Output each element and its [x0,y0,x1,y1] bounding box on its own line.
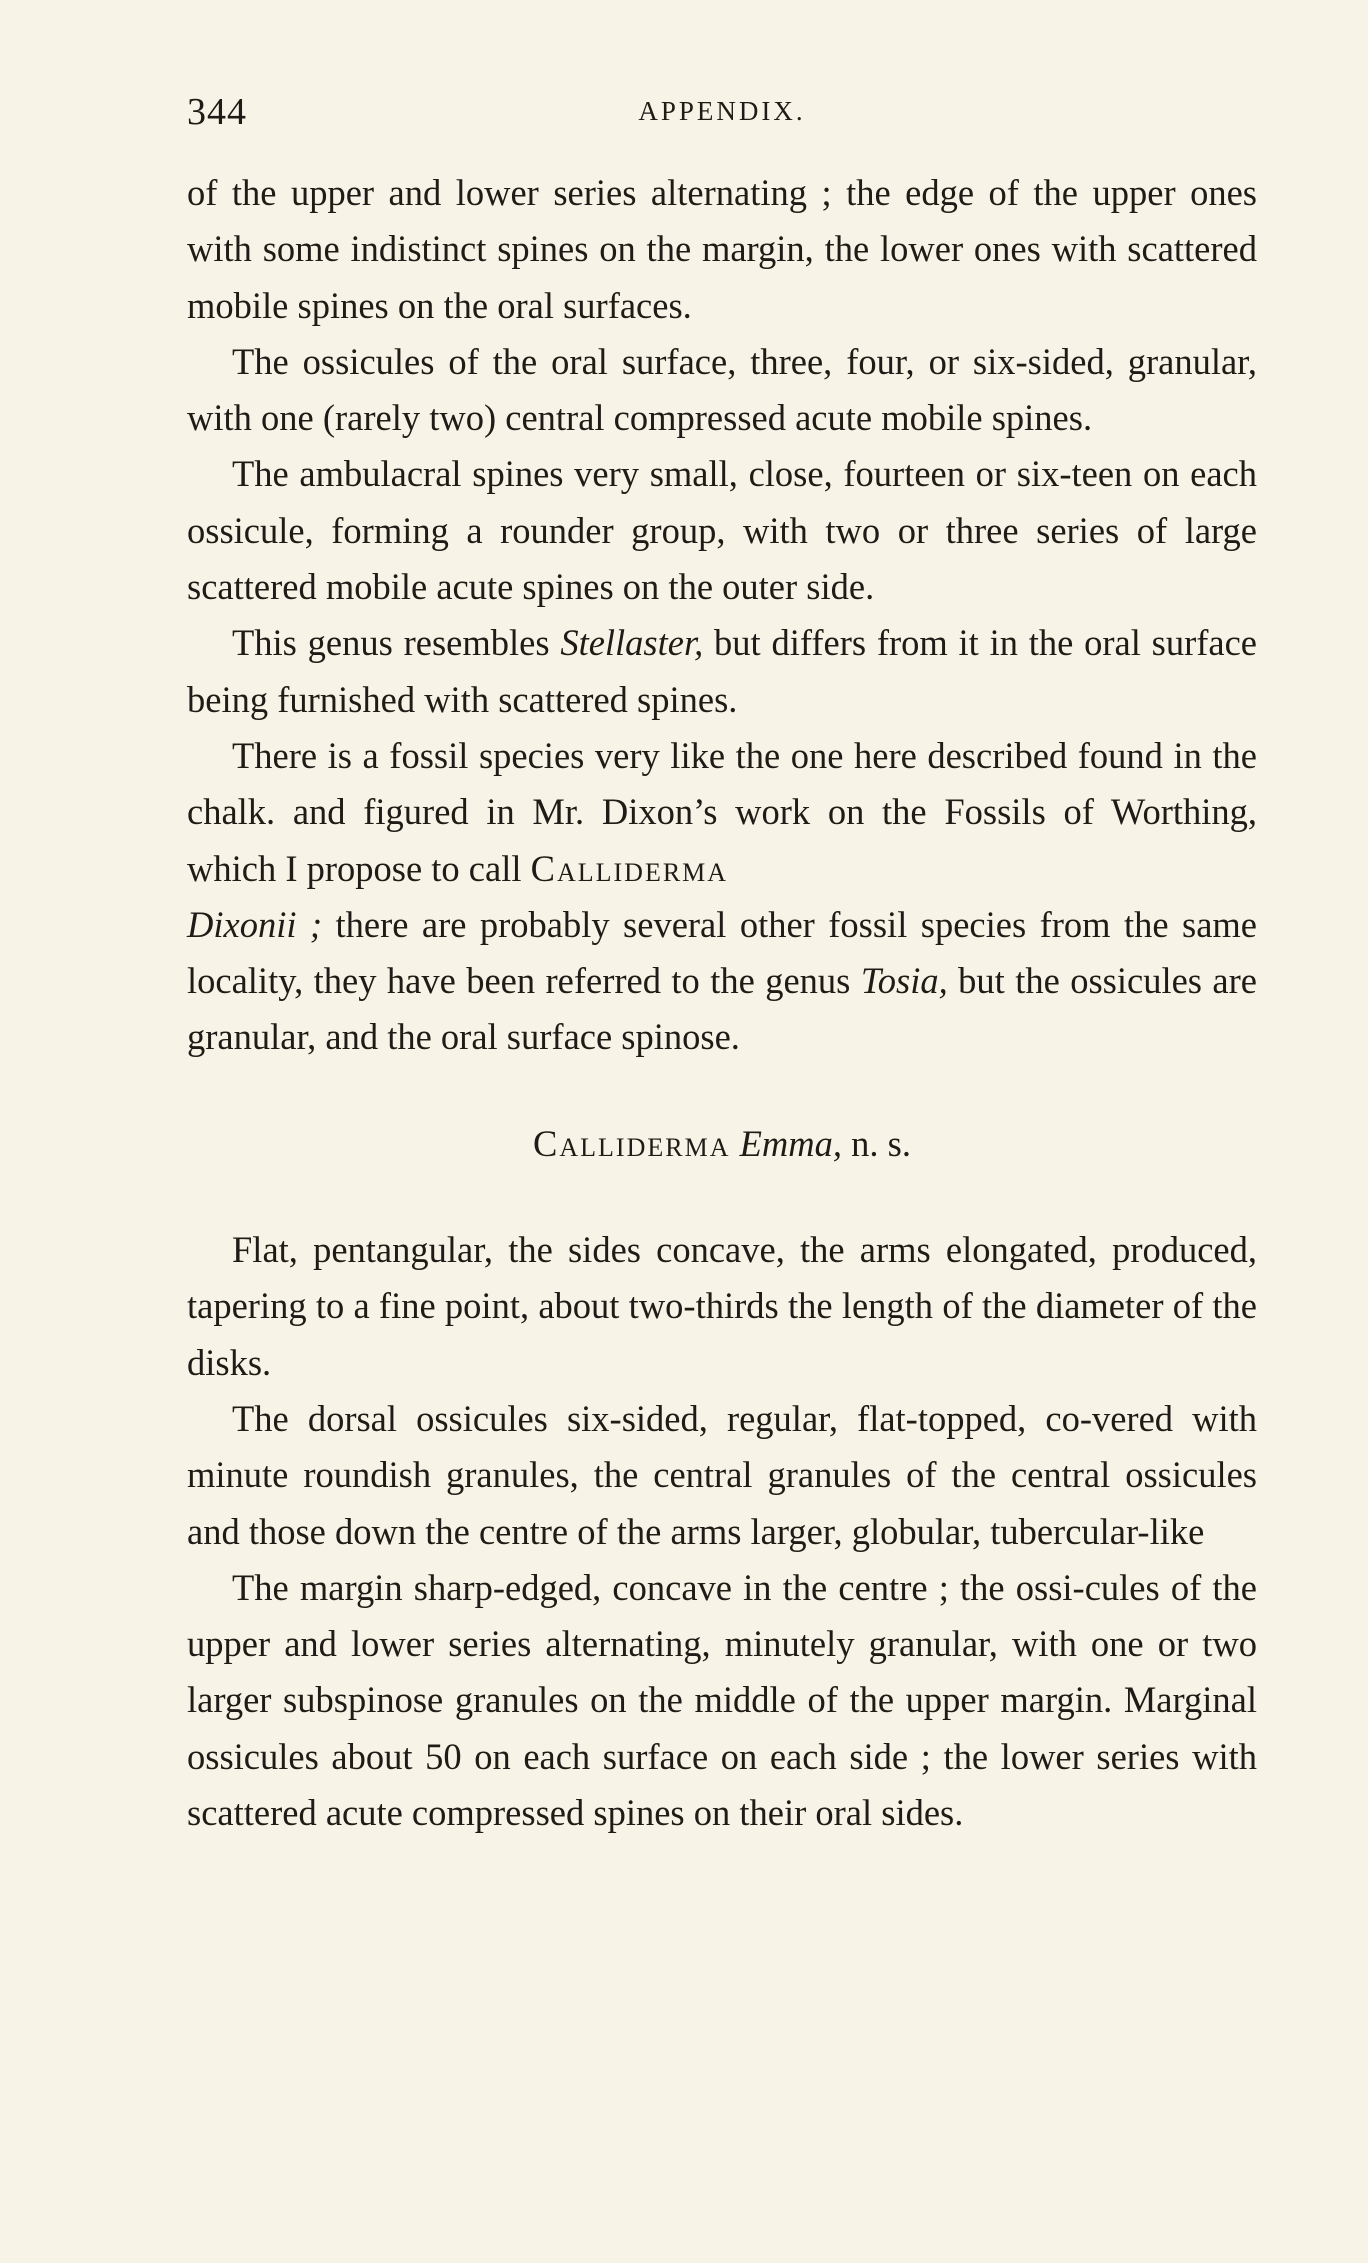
species-heading [187,1116,1257,1172]
taxon-name: Stellaster, [560,622,704,664]
running-head [187,90,1257,140]
paragraph-text: but differs from it in the oral surface being furnished with scattered spines. [187,622,1257,720]
page-number: 344 [187,91,247,133]
paragraph-fossil-species [187,728,1257,1066]
paragraph-shape [187,1222,1257,1391]
taxon-name: Tosia, [860,960,948,1002]
genus-name: Calliderma [530,847,729,889]
heading-suffix: n. s. [842,1122,911,1164]
paragraph-text: There is a fossil species very like the one here described found in the chalk. and figured in Mr. Dixon’s work on the Fossils of Worthing, which I propose to call [187,734,1257,889]
body-text [187,165,1257,1841]
paragraph-text: The margin sharp-edged, concave in the centre ; the ossi-cules of the upper and lower series alternating, minutely granular, with one or two larger subspinose granules on the middle of the upper margin. Marginal ossicules about 50 on each surface on each side ; the lower series with scattered acute compressed spines on their oral sides. [187,1566,1257,1834]
paragraph-text: there are probably several other fossil species from the same locality, they have been referred to the genus [187,903,1257,1002]
paragraph-continuation [187,165,1257,334]
heading-genus: Calliderma [533,1122,731,1164]
running-title: APPENDIX. [638,96,806,126]
paragraph-genus-comparison [187,615,1257,728]
paragraph-text: but the ossicules are granular, and the oral surface spinose. [187,960,1257,1058]
paragraph-dorsal-ossicules [187,1391,1257,1560]
paragraph-text: The dorsal ossicules six-sided, regular, flat-topped, co-vered with minute roundish granules, the central granules of the central ossicules and those down the centre of the arms larger, globular, tubercular-like [187,1397,1257,1552]
paragraph-text: This genus resembles [232,622,561,664]
paragraph-margin [187,1560,1257,1841]
paragraph-text: The ambulacral spines very small, close, fourteen or six-teen on each ossicule, forming a rounder group, with two or three series of large scattered mobile acute spines on the outer side. [187,453,1257,608]
paragraph-text: Flat, pentangular, the sides concave, the arms elongated, produced, tapering to a fine point, about two-thirds the length of the diameter of the disks. [187,1229,1257,1383]
species-name: Dixonii ; [187,903,323,945]
paragraph-oral-ossicules [187,334,1257,447]
paragraph-ambulacral-spines [187,446,1257,615]
paragraph-text: of the upper and lower series alternating ; the edge of the upper ones with some indistinct spines on the margin, the lower ones with scattered mobile spines on the oral surfaces. [187,172,1257,326]
heading-species: Emma, [739,1122,842,1164]
paragraph-text: The ossicules of the oral surface, three, four, or six-sided, granular, with one (rarely two) central compressed acute mobile spines. [187,340,1257,439]
